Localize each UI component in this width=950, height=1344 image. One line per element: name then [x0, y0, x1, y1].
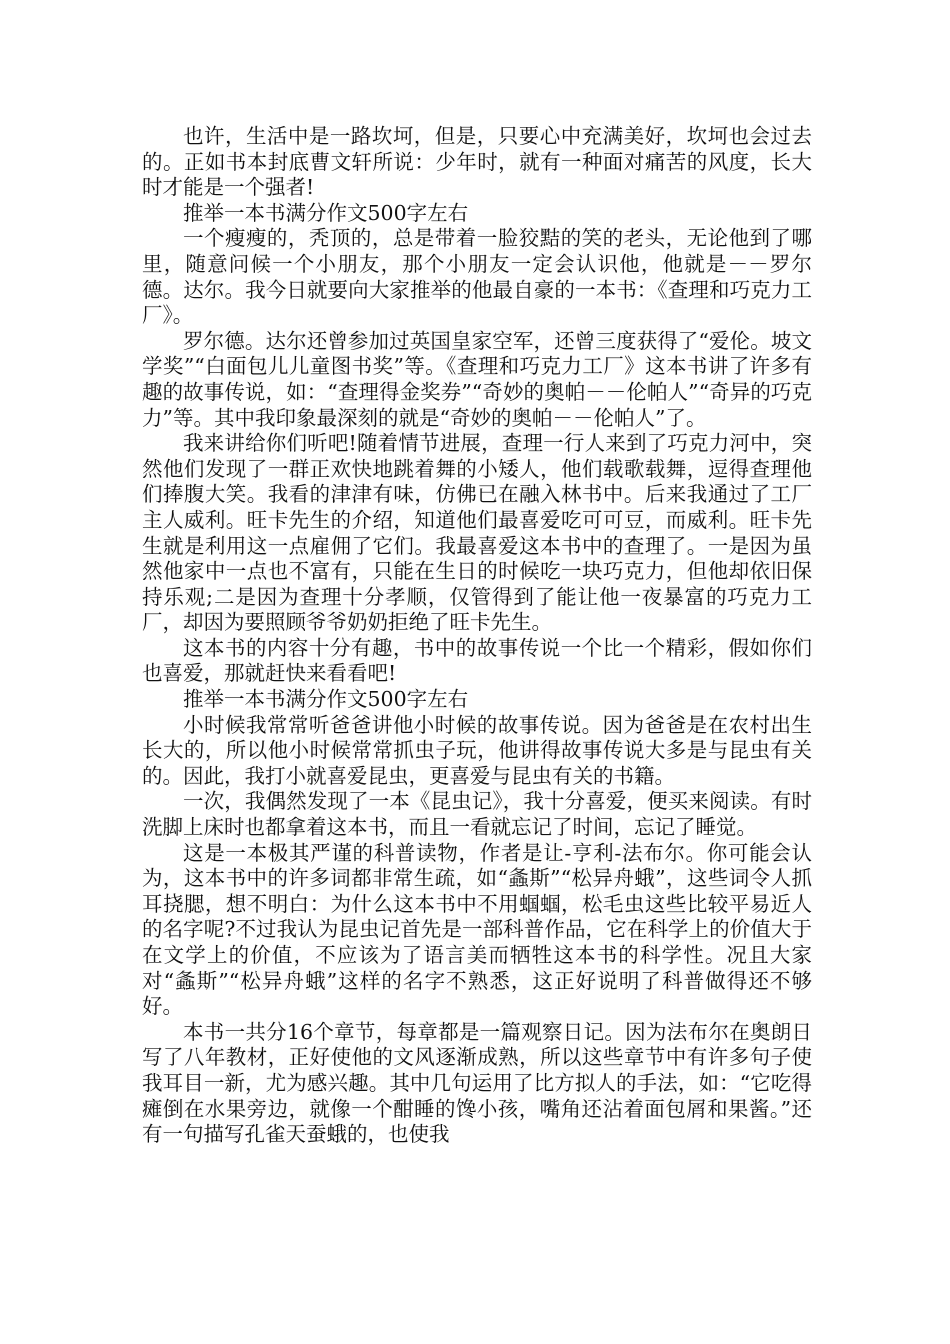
paragraph: 小时候我常常听爸爸讲他小时候的故事传说。因为爸爸是在农村出生长大的，所以他小时候常常抓虫子玩，他讲得故事传说大多是与昆虫有关的。因此，我打小就喜爱昆虫，更喜爱与昆虫有关的书籍。 [142, 712, 812, 788]
paragraph: 我来讲给你们听吧!随着情节进展，查理一行人来到了巧克力河中，突然他们发现了一群正欢快地跳着舞的小矮人，他们载歌载舞，逗得查理他们捧腹大笑。我看的津津有味，仿佛已在融入林书中。后来我通过了工厂主人威利。旺卡先生的介绍，知道他们最喜爱吃可可豆，而威利。旺卡先生就是利用这一点雇佣了它们。我最喜爱这本书中的查理了。一是因为虽然他家中一点也不富有，只能在生日的时候吃一块巧克力，但他却依旧保持乐观;二是因为查理十分孝顺，仅管得到了能让他一夜暴富的巧克力工厂，却因为要照顾爷爷奶奶拒绝了旺卡先生。 [142, 431, 812, 635]
section-heading: 推举一本书满分作文500字左右 [183, 687, 469, 712]
document-body [142, 124, 812, 1148]
paragraph: 这本书的内容十分有趣，书中的故事传说一个比一个精彩，假如你们也喜爱，那就赶快来看看吧! [142, 635, 812, 686]
paragraph: 罗尔德。达尔还曾参加过英国皇家空军，还曾三度获得了“爱伦。坡文学奖”“白面包儿儿童图书奖”等。《查理和巧克力工厂》这本书讲了许多有趣的故事传说，如：“查理得金奖券”“奇妙的奥帕－－伦帕人”“奇异的巧克力”等。其中我印象最深刻的就是“奇妙的奥帕－－伦帕人”了。 [142, 328, 812, 430]
paragraph: 一个瘦瘦的，秃顶的，总是带着一脸狡黠的笑的老头，无论他到了哪里，随意问候一个小朋友，那个小朋友一定会认识他，他就是－－罗尔德。达尔。我今日就要向大家推举的他最自豪的一本书：《查理和巧克力工厂》。 [142, 226, 812, 328]
section-heading: 推举一本书满分作文500字左右 [183, 200, 469, 225]
paragraph: 本书一共分16个章节，每章都是一篇观察日记。因为法布尔在奥朗日写了八年教材，正好使他的文风逐渐成熟，所以这些章节中有许多句子使我耳目一新，尤为感兴趣。其中几句运用了比方拟人的手法，如：“它吃得瘫倒在水果旁边，就像一个酣睡的馋小孩，嘴角还沾着面包屑和果酱。”还有一句描写孔雀天蚕蛾的，也使我 [142, 1019, 812, 1147]
paragraph: 也许，生活中是一路坎坷，但是，只要心中充满美好，坎坷也会过去的。正如书本封底曹文轩所说：少年时，就有一种面对痛苦的风度，长大时才能是一个强者! [142, 124, 812, 200]
paragraph: 一次，我偶然发现了一本《昆虫记》，我十分喜爱，便买来阅读。有时洗脚上床时也都拿着这本书，而且一看就忘记了时间，忘记了睡觉。 [142, 789, 812, 840]
paragraph: 这是一本极其严谨的科普读物，作者是让-亨利-法布尔。你可能会认为，这本书中的许多词都非常生疏，如“螽斯”“松异舟蛾”，这些词令人抓耳挠腮，想不明白：为什么这本书中不用蝈蝈，松毛虫这些比较平易近人的名字呢?不过我认为昆虫记首先是一部科普作品，它在科学上的价值大于在文学上的价值，不应该为了语言美而牺牲这本书的科学性。况且大家对“螽斯”“松异舟蛾”这样的名字不熟悉，这正好说明了科普做得还不够好。 [142, 840, 812, 1019]
